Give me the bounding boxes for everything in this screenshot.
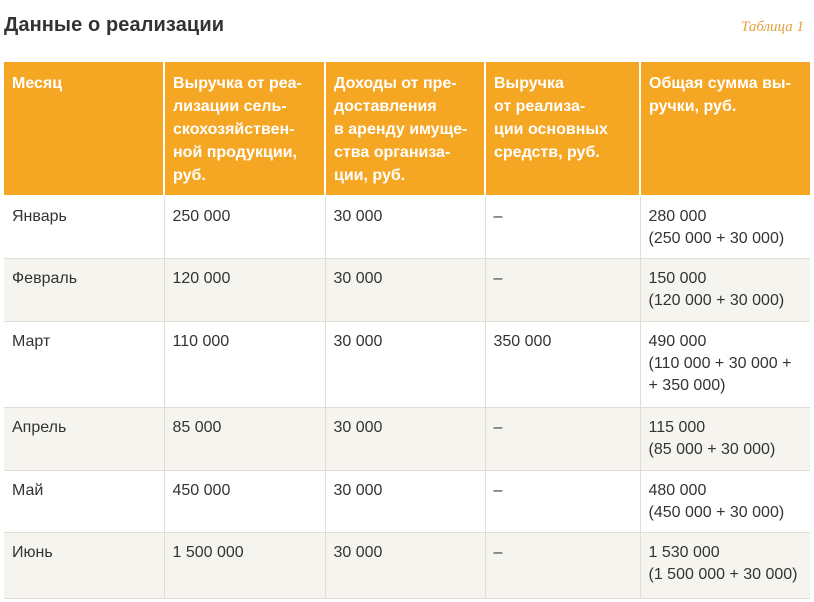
cell-total: 1 530 000 (1 500 000 + 30 000) [640, 532, 810, 598]
cell-asset-sales: – [485, 470, 640, 532]
column-header-asset-sales: Выручка от реализа- ции основных средств, руб. [485, 62, 640, 196]
cell-agri-revenue: 250 000 [164, 196, 325, 258]
column-header-rent-income: Доходы от пре- доставления в аренду имуще- ства организа- ции, руб. [325, 62, 485, 196]
table-row [4, 196, 810, 258]
cell-total: 115 000 (85 000 + 30 000) [640, 407, 810, 470]
cell-rent-income: 30 000 [325, 258, 485, 321]
column-header-agri-revenue: Выручка от реа- лизации сель- скохозяйствен- ной продукции, руб. [164, 62, 325, 196]
cell-month: Апрель [4, 407, 164, 470]
table-row [4, 258, 810, 321]
cell-asset-sales: 350 000 [485, 321, 640, 407]
cell-total: 150 000 (120 000 + 30 000) [640, 258, 810, 321]
table-number-label: Таблица 1 [741, 19, 804, 35]
cell-rent-income: 30 000 [325, 407, 485, 470]
cell-agri-revenue: 120 000 [164, 258, 325, 321]
cell-rent-income: 30 000 [325, 470, 485, 532]
table-header-row [4, 62, 810, 196]
cell-month: Январь [4, 196, 164, 258]
table-row [4, 532, 810, 598]
cell-rent-income: 30 000 [325, 532, 485, 598]
cell-asset-sales: – [485, 407, 640, 470]
cell-total: 480 000 (450 000 + 30 000) [640, 470, 810, 532]
table-row [4, 407, 810, 470]
table-row [4, 470, 810, 532]
cell-total: 280 000 (250 000 + 30 000) [640, 196, 810, 258]
sales-data-table [4, 62, 810, 599]
cell-asset-sales: – [485, 532, 640, 598]
cell-month: Май [4, 470, 164, 532]
cell-month: Июнь [4, 532, 164, 598]
column-header-month: Месяц [4, 62, 164, 196]
cell-asset-sales: – [485, 258, 640, 321]
page-title: Данные о реализации [4, 14, 225, 36]
cell-agri-revenue: 450 000 [164, 470, 325, 532]
cell-agri-revenue: 1 500 000 [164, 532, 325, 598]
cell-rent-income: 30 000 [325, 196, 485, 258]
cell-rent-income: 30 000 [325, 321, 485, 407]
table-row [4, 321, 810, 407]
cell-asset-sales: – [485, 196, 640, 258]
cell-agri-revenue: 85 000 [164, 407, 325, 470]
cell-month: Март [4, 321, 164, 407]
cell-month: Февраль [4, 258, 164, 321]
document-header [0, 10, 812, 44]
column-header-total: Общая сумма вы- ручки, руб. [640, 62, 810, 196]
cell-agri-revenue: 110 000 [164, 321, 325, 407]
cell-total: 490 000 (110 000 + 30 000 + + 350 000) [640, 321, 810, 407]
